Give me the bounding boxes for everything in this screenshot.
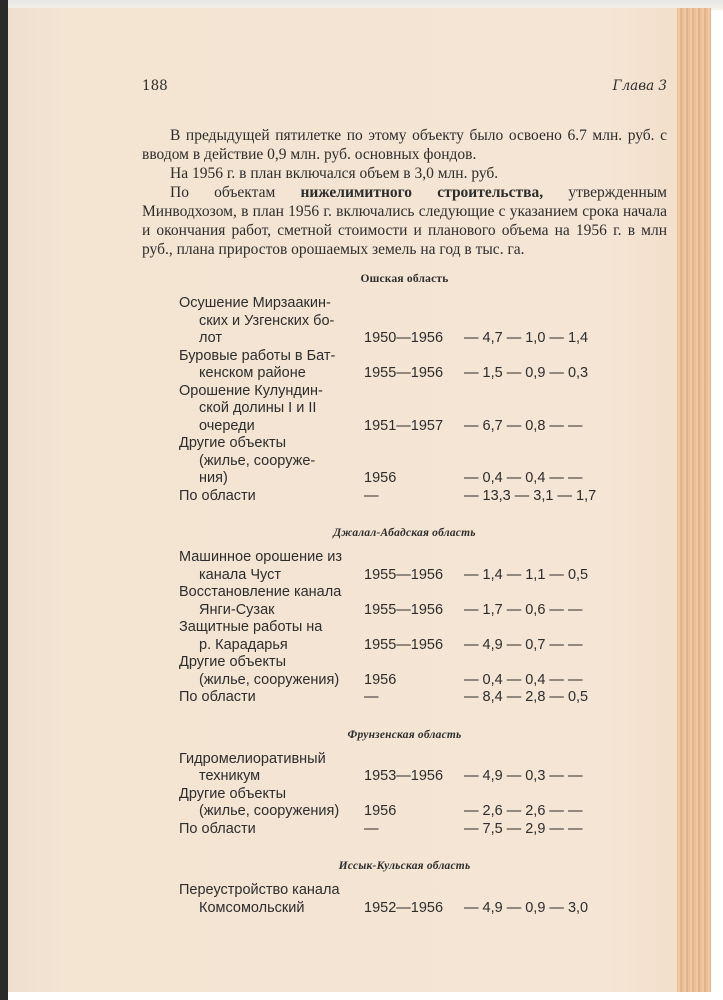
paragraph-2: На 1956 г. в план включался объем в 3,0 млн. руб. xyxy=(170,165,499,182)
project-name xyxy=(179,689,364,707)
paragraph-1: В предыдущей пятилетке по этому объекту было освоено 6.7 млн. руб. с вводом в действие 0,9 млн. руб. основных фондов. xyxy=(142,127,667,163)
region-section xyxy=(142,729,667,839)
project-name-line: Защитные работы на xyxy=(179,619,323,635)
project-name-line: По области xyxy=(179,487,256,504)
region-table xyxy=(179,549,588,707)
page-content xyxy=(142,78,667,917)
project-values: — 6,7 — 0,8 — — xyxy=(464,417,583,434)
region-section xyxy=(142,860,667,917)
project-name xyxy=(179,295,364,348)
project-years: 1950—1956 xyxy=(364,330,444,346)
project-years: 1953—1956 xyxy=(364,768,444,784)
project-name xyxy=(179,549,364,584)
project-values: — 0,4 — 0,4 — — xyxy=(464,671,583,688)
project-name xyxy=(179,348,364,383)
table-row xyxy=(179,619,588,654)
table-row xyxy=(179,654,588,689)
page-number: 188 xyxy=(142,78,168,94)
intro-text xyxy=(142,126,667,259)
table-row xyxy=(179,821,582,839)
region-section xyxy=(142,273,667,505)
region-table xyxy=(179,295,596,505)
project-years: — xyxy=(364,487,379,504)
project-name-line: Буровые работы в Бат- xyxy=(179,347,336,364)
table-row xyxy=(179,882,588,917)
project-years: 1956 xyxy=(364,803,397,819)
project-values: — 1,5 — 0,9 — 0,3 xyxy=(464,365,589,381)
project-name xyxy=(179,751,364,786)
project-years: — xyxy=(364,820,379,837)
project-name-line: Другие объекты xyxy=(179,785,287,802)
project-name-line: Гидромелиоративный xyxy=(179,750,326,767)
project-values: — 4,9 — 0,9 — 3,0 xyxy=(464,899,589,916)
project-name xyxy=(179,821,364,839)
project-name-line: ния) xyxy=(199,470,228,486)
project-values: — 1,7 — 0,6 — — xyxy=(464,601,583,618)
project-years: 1955—1956 xyxy=(364,566,444,583)
page-edge-stack xyxy=(677,8,711,992)
project-years: — xyxy=(364,689,379,705)
table-row xyxy=(179,435,596,488)
table-row xyxy=(179,348,596,383)
region-title: Ошская область xyxy=(360,273,449,285)
project-years: 1956 xyxy=(364,671,397,688)
table-row xyxy=(179,786,582,821)
project-years: 1956 xyxy=(364,470,397,486)
project-years: 1955—1956 xyxy=(364,636,444,653)
project-name-line: Янги-Сузак xyxy=(199,601,275,618)
project-name-line: кенском районе xyxy=(199,365,306,381)
project-name xyxy=(179,786,364,821)
project-name xyxy=(179,488,364,506)
project-name xyxy=(179,383,364,436)
project-name-line: Орошение Кулундин- xyxy=(179,382,323,399)
table-row xyxy=(179,295,596,348)
project-values: — 4,9 — 0,3 — — xyxy=(464,768,583,784)
region-title: Иссык-Кульская область xyxy=(338,860,471,872)
project-values: — 1,4 — 1,1 — 0,5 xyxy=(464,566,589,583)
project-name-line: ских и Узгенских бо- xyxy=(199,312,335,329)
region-title: Джалал-Абадская область xyxy=(333,527,476,539)
region-table xyxy=(179,882,588,917)
table-row xyxy=(179,584,588,619)
table-row xyxy=(179,488,596,506)
project-name-line: канала Чуст xyxy=(199,566,281,583)
project-name-line: очереди xyxy=(199,417,255,434)
project-tables xyxy=(142,273,667,917)
project-values: — 7,5 — 2,9 — — xyxy=(464,820,583,837)
project-name xyxy=(179,435,364,488)
project-name-line: ской долины I и II xyxy=(199,400,317,416)
project-name-line: Осушение Мирзаакин- xyxy=(179,295,331,311)
project-name-line: (жилье, сооружения) xyxy=(199,803,340,819)
project-name-line: Другие объекты xyxy=(179,435,287,451)
project-name-line: лот xyxy=(199,330,223,346)
region-table xyxy=(179,751,582,839)
project-name-line: (жилье, сооруже- xyxy=(199,452,316,469)
project-name-line: (жилье, сооружения) xyxy=(199,671,340,688)
table-row xyxy=(179,549,588,584)
project-name-line: Комсомольский xyxy=(199,899,305,916)
project-name-line: Восстановление канала xyxy=(179,584,342,600)
project-name-line: техникум xyxy=(199,768,261,784)
project-years: 1955—1956 xyxy=(364,365,444,381)
project-name-line: Машинное орошение из xyxy=(179,549,343,565)
project-name-line: По области xyxy=(179,689,256,705)
table-row xyxy=(179,751,582,786)
project-values: — 13,3 — 3,1 — 1,7 xyxy=(464,487,597,504)
project-values: — 4,9 — 0,7 — — xyxy=(464,636,583,653)
project-values: — 8,4 — 2,8 — 0,5 xyxy=(464,689,589,705)
project-values: — 0,4 — 0,4 — — xyxy=(464,470,583,486)
project-years: 1952—1956 xyxy=(364,899,444,916)
project-name xyxy=(179,654,364,689)
project-years: 1951—1957 xyxy=(364,417,444,434)
project-name xyxy=(179,584,364,619)
project-years: 1955—1956 xyxy=(364,601,444,618)
chapter-title: Глава 3 xyxy=(612,78,667,94)
table-row xyxy=(179,383,596,436)
region-section xyxy=(142,527,667,707)
project-name-line: Переустройство канала xyxy=(179,882,340,898)
table-row xyxy=(179,689,588,707)
project-name xyxy=(179,882,364,917)
project-name-line: р. Карадарья xyxy=(199,636,288,653)
region-title: Фрунзенская область xyxy=(347,728,462,741)
paragraph-3: По объектам нижелимитного строительства, утвержденным Минводхозом, в план 1956 г. включались следующие с указанием срока начала и окончания работ, сметной стоимости и планового объема на 1956 г. в млн руб., плана приростов орошаемых земель на год в тыс. га. xyxy=(142,184,667,258)
project-name-line: Другие объекты xyxy=(179,654,287,670)
emphasis-text: нижелимитного строительства, xyxy=(300,184,544,201)
running-header xyxy=(142,78,667,98)
project-values: — 4,7 — 1,0 — 1,4 xyxy=(464,330,589,346)
scan-left-shadow xyxy=(0,0,8,1000)
project-values: — 2,6 — 2,6 — — xyxy=(464,803,583,819)
project-name-line: По области xyxy=(179,820,256,837)
project-name xyxy=(179,619,364,654)
